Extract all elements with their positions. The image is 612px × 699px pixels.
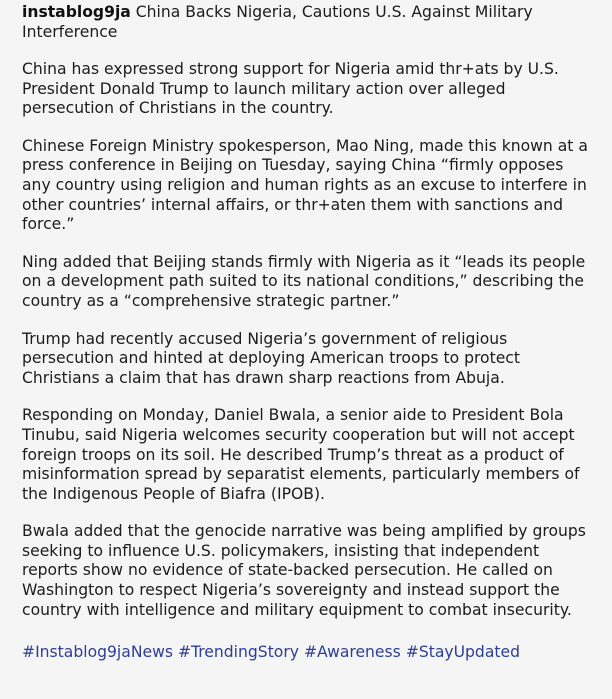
hashtag-instablog9janews[interactable]: #Instablog9jaNews <box>22 643 173 662</box>
hashtag-stayupdated[interactable]: #StayUpdated <box>405 643 520 662</box>
caption-header <box>22 2 594 42</box>
hashtag-list <box>22 642 594 662</box>
headline: China Backs Nigeria, Cautions U.S. Against Military Interference <box>22 3 533 41</box>
hashtag-trendingstory[interactable]: #TrendingStory <box>177 643 299 662</box>
username[interactable]: instablog9ja <box>22 3 131 21</box>
hashtag-awareness[interactable]: #Awareness <box>303 643 401 662</box>
paragraph-6: Bwala added that the genocide narrative was being amplified by groups seeking to influence U.S. policymakers, insisting that independent reports show no evidence of state-backed persecution. He called on Washington to respect Nigeria’s sovereignty and instead support the country with intelligence and military equipment to combat insecurity. <box>22 522 586 619</box>
paragraph-2: Chinese Foreign Ministry spokesperson, Mao Ning, made this known at a press conference in Beijing on Tuesday, saying China “firmly opposes any country using religion and human rights as an excuse to interfere in other countries’ internal affairs, or thr+aten them with sanctions and force.” <box>22 136 588 234</box>
paragraph-3: Ning added that Beijing stands firmly with Nigeria as it “leads its people on a development path suited to its national conditions,” describing the country as a “comprehensive strategic partner.” <box>22 252 586 310</box>
paragraph-5: Responding on Monday, Daniel Bwala, a senior aide to President Bola Tinubu, said Nigeria welcomes security cooperation but will not accept foreign troops on its soil. He described Trump’s threat as a product of misinformation spread by separatist elements, particularly members of the Indigenous People of Biafra (IPOB). <box>22 406 580 503</box>
paragraph-4: Trump had recently accused Nigeria’s government of religious persecution and hinted at deploying American troops to protect Christians a claim that has drawn sharp reactions from Abuja. <box>22 329 520 387</box>
paragraph-1: China has expressed strong support for Nigeria amid thr+ats by U.S. President Donald Trump to launch military action over alleged persecution of Christians in the country. <box>22 60 559 118</box>
